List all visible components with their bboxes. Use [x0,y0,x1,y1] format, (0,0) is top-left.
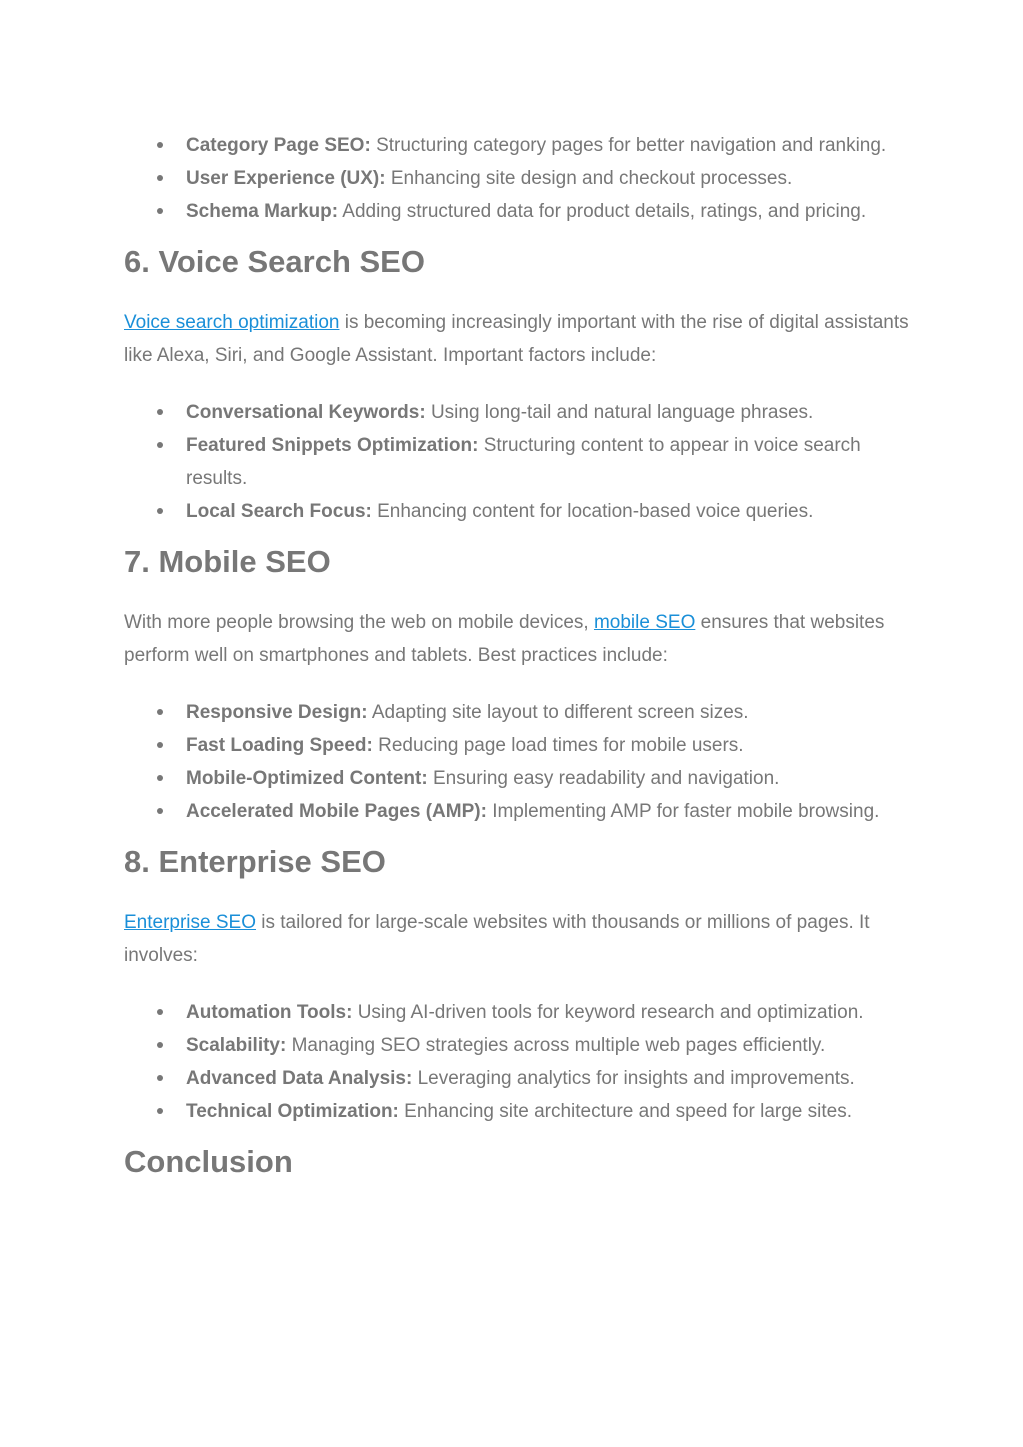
list-item [124,1029,914,1062]
item-description: Structuring category pages for better navigation and ranking. [376,135,887,156]
item-term: Scalability: [186,1035,287,1056]
bullet-icon [157,1009,163,1015]
voice-intro-text: is becoming increasingly important with the rise of digital assistants like Alexa, Siri, and Google Assistant. Important factors include: [124,312,909,366]
item-description: Using AI-driven tools for keyword research and optimization. [357,1002,864,1023]
list-item [124,696,914,729]
list-item [124,795,914,828]
bullet-icon [157,1075,163,1081]
voice-bullet-list [124,396,914,528]
item-description: Using long-tail and natural language phrases. [430,402,814,423]
voice-intro-paragraph [124,306,914,372]
item-description: Enhancing content for location-based voice queries. [377,501,814,522]
item-term: Advanced Data Analysis: [186,1068,413,1089]
list-item [124,429,914,495]
bullet-icon [157,808,163,814]
list-item [124,129,914,162]
bullet-icon [157,709,163,715]
enterprise-bullet-list [124,996,914,1128]
item-term: Conversational Keywords: [186,402,426,423]
bullet-icon [157,508,163,514]
bullet-icon [157,775,163,781]
item-description: Enhancing site architecture and speed for large sites. [404,1101,852,1122]
item-term: Accelerated Mobile Pages (AMP): [186,801,487,822]
mobile-intro-text-after: ensures that websites perform well on smartphones and tablets. Best practices include: [124,612,885,666]
item-term: Featured Snippets Optimization: [186,435,479,456]
item-term: Category Page SEO: [186,135,371,156]
bullet-icon [157,142,163,148]
bullet-icon [157,175,163,181]
bullet-icon [157,208,163,214]
list-item [124,495,914,528]
list-item [124,996,914,1029]
list-item [124,162,914,195]
item-term: Responsive Design: [186,702,368,723]
item-description: Reducing page load times for mobile users. [378,735,744,756]
list-item [124,1095,914,1128]
mobile-intro-text-before: With more people browsing the web on mobile devices, [124,612,589,633]
bullet-icon [157,1108,163,1114]
list-item [124,762,914,795]
item-description: Leveraging analytics for insights and improvements. [417,1068,855,1089]
item-description: Implementing AMP for faster mobile browsing. [492,801,880,822]
item-description: Managing SEO strategies across multiple web pages efficiently. [291,1035,826,1056]
bullet-icon [157,442,163,448]
enterprise-seo-link[interactable]: Enterprise SEO [124,912,256,933]
item-term: Local Search Focus: [186,501,372,522]
item-term: User Experience (UX): [186,168,386,189]
voice-search-link[interactable]: Voice search optimization [124,312,340,333]
mobile-bullet-list [124,696,914,828]
list-item [124,396,914,429]
item-description: Enhancing site design and checkout processes. [390,168,793,189]
item-term: Schema Markup: [186,201,339,222]
list-item [124,729,914,762]
item-term: Technical Optimization: [186,1101,399,1122]
mobile-intro-paragraph [124,606,914,672]
section-heading-voice-search: 6. Voice Search SEO [124,244,425,279]
section-heading-mobile: 7. Mobile SEO [124,544,331,579]
item-description: Structuring content to appear in voice search results. [186,435,861,489]
item-term: Automation Tools: [186,1002,353,1023]
list-item [124,1062,914,1095]
item-term: Mobile-Optimized Content: [186,768,428,789]
bullet-icon [157,1042,163,1048]
enterprise-intro-paragraph [124,906,914,972]
intro-bullet-list [124,129,914,228]
mobile-seo-link[interactable]: mobile SEO [593,612,696,633]
bullet-icon [157,742,163,748]
enterprise-intro-text: is tailored for large-scale websites with thousands or millions of pages. It involves: [124,912,870,966]
item-description: Adding structured data for product details, ratings, and pricing. [342,201,867,222]
item-description: Adapting site layout to different screen sizes. [371,702,749,723]
item-description: Ensuring easy readability and navigation. [432,768,780,789]
item-term: Fast Loading Speed: [186,735,373,756]
list-item [124,195,914,228]
section-heading-enterprise: 8. Enterprise SEO [124,844,386,879]
bullet-icon [157,409,163,415]
section-heading-conclusion: Conclusion [124,1144,293,1179]
document-page [124,129,914,1182]
